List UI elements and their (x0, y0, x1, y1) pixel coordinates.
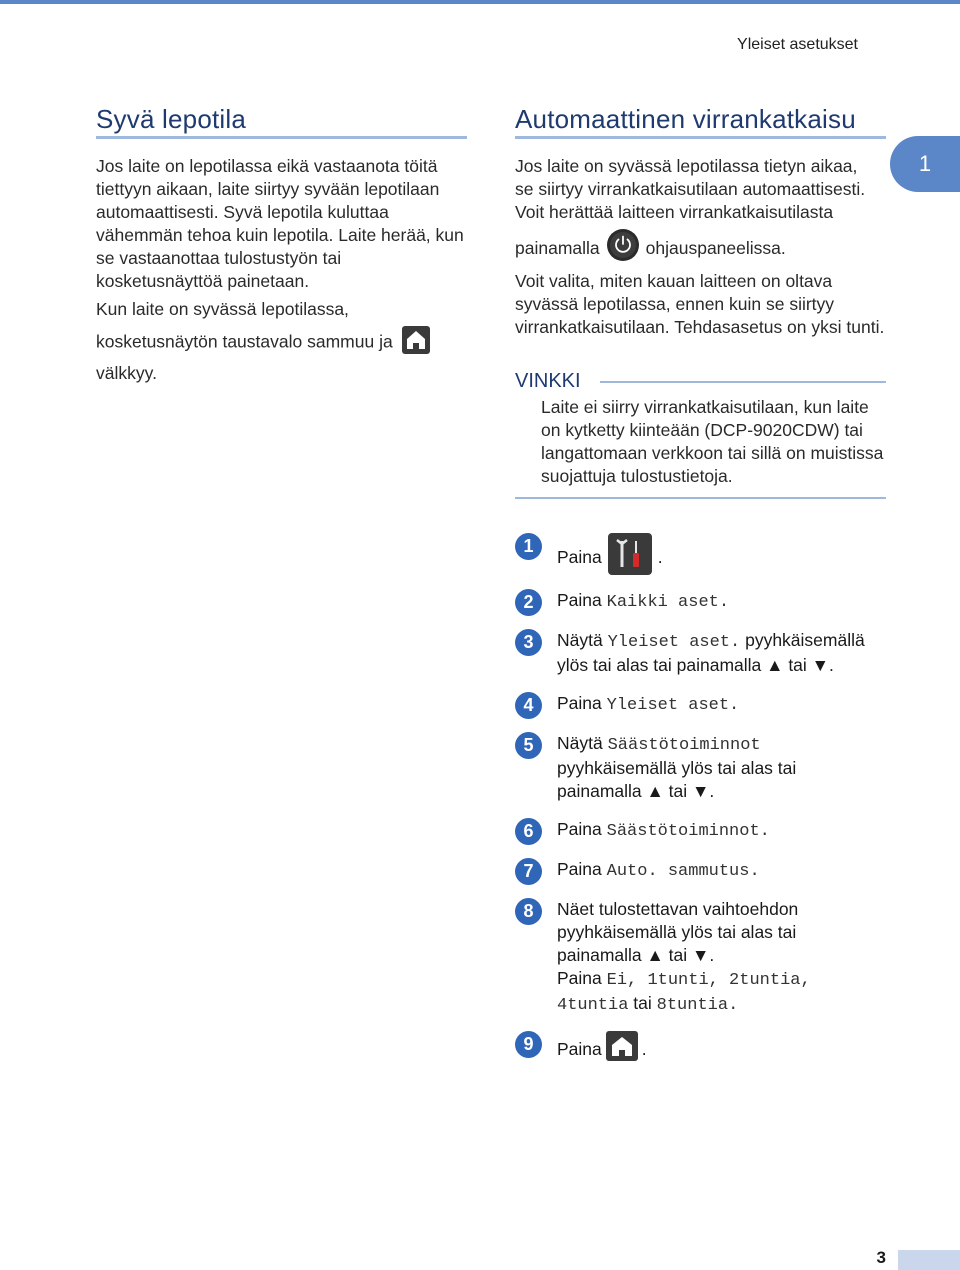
section-title-underline-right (515, 136, 886, 139)
backlight-line-2: kosketusnäytön taustavalo sammuu ja (96, 331, 393, 352)
control-panel-label: ohjauspaneelissa. (645, 237, 786, 258)
running-header: Yleiset asetukset (737, 36, 858, 53)
chapter-tab: 1 (890, 136, 960, 192)
section-title-underline (96, 136, 467, 139)
power-button-icon (606, 228, 640, 268)
deep-sleep-paragraph: Jos laite on lepotilassa eikä vastaanota töitä tiettyyn aikaan, laite siirtyy syvään lepotilaan automaattisesti. Syvä lepotila kuluttaa vähemmän tehoa kuin lepotila. Laite herää, kun se vastaanottaa tulostustyön tai kosketusnäyttöä painetaan. (96, 156, 464, 291)
menu-value: Kaikki aset. (606, 593, 730, 612)
step-5: 5 Näytä Säästötoiminnot pyyhkäisemällä ylös tai alas tai painamalla ▲ tai ▼. (515, 732, 915, 818)
press-label: painamalla (515, 237, 600, 258)
auto-power-off-paragraph: Jos laite on syvässä lepotilassa tietyn aikaa, se siirtyy virrankatkaisutilaan automaattisesti. Voit herättää laitteen virrankatkaisutilasta painamalla ohjauspaneelissa. (515, 155, 895, 268)
step-2: 2 Paina Kaikki aset. (515, 589, 915, 629)
home-icon (402, 326, 430, 360)
home-icon (606, 1031, 638, 1067)
backlight-line-3: välkkyy. (96, 363, 157, 383)
step-7: 7 Paina Auto. sammutus. (515, 858, 915, 898)
note-text: Laite ei siirry virrankatkaisutilaan, kun laite on kytketty kiinteään (DCP-9020CDW) tai langattomaan verkkoon tai sillä on muistissa suojattuja tulostustietoja. (541, 397, 884, 486)
step-1: 1 Paina . (515, 533, 915, 581)
step-8: 8 Näet tulostettavan vaihtoehdon pyyhkäisemällä ylös tai alas tai painamalla ▲ tai ▼. Paina Ei, 1tunti, 2tuntia, 4tuntia tai 8tuntia. (515, 898, 915, 1031)
step-6: 6 Paina Säästötoiminnot. (515, 818, 915, 858)
section-title-deep-sleep: Syvä lepotila (96, 104, 247, 134)
note-bottom-rule (515, 497, 886, 499)
step-4: 4 Paina Yleiset aset. (515, 692, 915, 732)
note-top-rule (600, 381, 886, 383)
page-number: 3 (876, 1248, 886, 1267)
section-title-auto-power-off: Automaattinen virrankatkaisu (515, 104, 856, 134)
auto-power-off-setting-paragraph: Voit valita, miten kauan laitteen on oltava syvässä lepotilassa, ennen kuin se siirtyy virrankatkaisutilaan. Tehdasasetus on yksi tunti. (515, 271, 885, 337)
backlight-line-1: Kun laite on syvässä lepotilassa, (96, 299, 349, 319)
settings-tools-icon (608, 533, 652, 581)
step-3: 3 Näytä Yleiset aset. pyyhkäisemällä ylös tai alas tai painamalla ▲ tai ▼. (515, 629, 915, 692)
steps-list (515, 533, 915, 1071)
page-number-bar (898, 1250, 960, 1270)
step-number: 1 (515, 533, 542, 560)
note-label: VINKKI (515, 370, 581, 392)
top-accent-bar (0, 0, 960, 4)
step-9: 9 Paina . (515, 1031, 915, 1071)
deep-sleep-backlight-paragraph (96, 298, 471, 385)
